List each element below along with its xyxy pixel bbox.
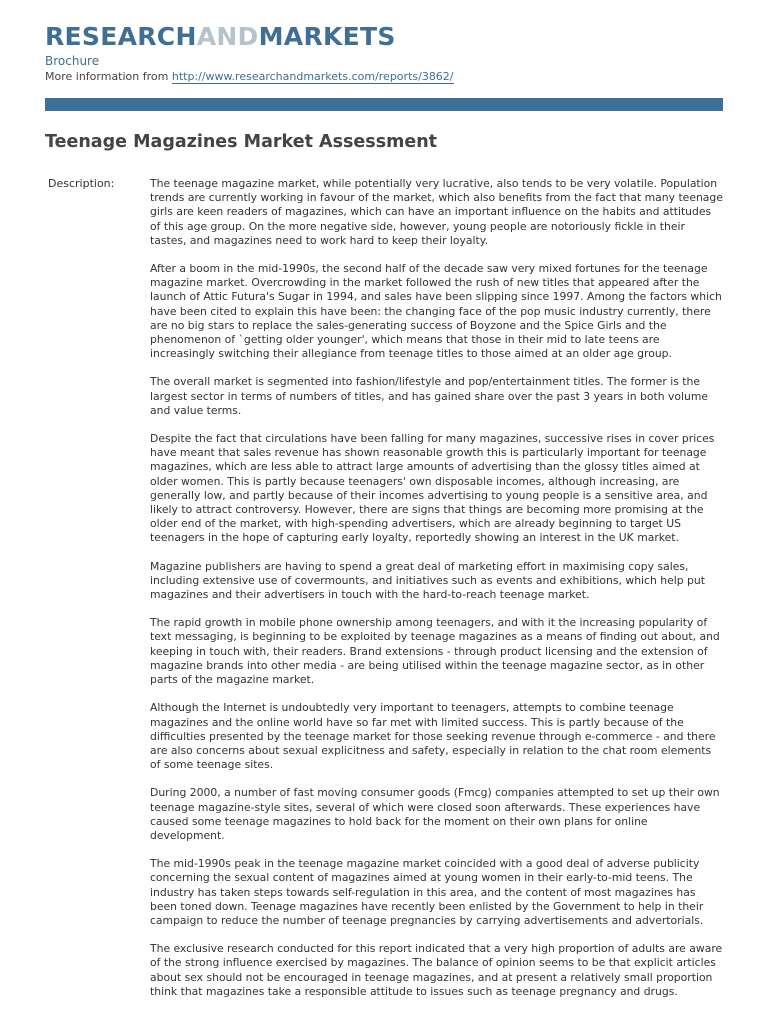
- logo-part-and: AND: [196, 22, 259, 51]
- description-paragraph: The exclusive research conducted for this report indicated that a very high proportion of adults are aware of the strong influence exercised by magazines. The balance of opinion seems to be that explicit articles about sex should not be encouraged in teenage magazines, and at present a relatively small proportion think that magazines take a responsible attitude to issues such as teenage pregnancy and drugs.: [150, 942, 723, 998]
- header-divider-bar: [45, 98, 723, 111]
- description-paragraph: Magazine publishers are having to spend a great deal of marketing effort in maximising copy sales, including extensive use of covermounts, and initiatives such as events and exhibitions, which help put magazines and their advertisers in touch with the hard-to-reach teenage market.: [150, 559, 705, 602]
- more-info-prefix: More information from: [45, 70, 169, 83]
- report-link[interactable]: http://www.researchandmarkets.com/reports/3862/: [171, 70, 454, 83]
- brochure-label: Brochure: [45, 54, 100, 68]
- description-paragraph: During 2000, a number of fast moving consumer goods (Fmcg) companies attempted to set up their own teenage magazine-style sites, several of which were closed soon afterwards. These experiences have caused some teenage magazines to hold back for the moment on their own plans for online development.: [150, 786, 720, 842]
- description-paragraph: The teenage magazine market, while potentially very lucrative, also tends to be very volatile. Population trends are currently working in favour of the market, which also benefits from the fact that many teenage girls are keen readers of magazines, which can have an important influence on the habits and attitudes of this age group. On the more negative side, however, young people are notoriously fickle in their tastes, and magazines need to work hard to keep their loyalty.: [150, 177, 723, 247]
- description-paragraph: After a boom in the mid-1990s, the second half of the decade saw very mixed fortunes for the teenage magazine market. Overcrowding in the market followed the rush of new titles that appeared after the launch of Attic Futura's Sugar in 1994, and sales have been slipping since 1997. Among the factors which have been cited to explain this have been: the changing face of the pop music industry currently, there are no big stars to replace the sales-generating success of Boyzone and the Spice Girls and the phenomenon of `getting older younger', which means that those in their mid to late teens are increasingly switching their allegiance from teenage titles to those aimed at an older age group.: [150, 262, 722, 361]
- logo-part-markets: MARKETS: [258, 22, 396, 51]
- description-label: Description:: [48, 177, 115, 190]
- logo-part-research: RESEARCH: [45, 22, 197, 51]
- site-logo: [45, 22, 396, 52]
- description-paragraph: Although the Internet is undoubtedly very important to teenagers, attempts to combine teenage magazines and the online world have so far met with limited success. This is partly because of the difficulties presented by the teenage market for those seeking revenue through e-commerce - and there are also concerns about sexual explicitness and safety, especially in relation to the chat room elements of some teenage sites.: [150, 701, 716, 772]
- description-paragraph: Despite the fact that circulations have been falling for many magazines, successive rises in cover prices have meant that sales revenue has shown reasonable growth this is particularly important for teenage magazines, which are less able to attract large amounts of advertising than the glossy titles aimed at older women. This is partly because teenagers' own disposable incomes, although increasing, are generally low, and partly because of their incomes advertising to young people is a sensitive area, and likely to attract controversy. However, there are signs that things are becoming more promising at the older end of the market, with high-spending advertisers, which are already beginning to target US teenagers in the hope of capturing early loyalty, reportedly showing an interest in the UK market.: [150, 432, 715, 545]
- description-body: [150, 177, 724, 1013]
- description-paragraph: The mid-1990s peak in the teenage magazine market coincided with a good deal of adverse publicity concerning the sexual content of magazines aimed at young women in their early-to-mid teens. The industry has taken steps towards self-regulation in this area, and the content of most magazines has been toned down. Teenage magazines have recently been enlisted by the Government to help in their campaign to reduce the number of teenage pregnancies by carrying advertisements and advertorials.: [150, 857, 704, 927]
- more-info-line: [45, 70, 454, 84]
- description-paragraph: The rapid growth in mobile phone ownership among teenagers, and with it the increasing popularity of text messaging, is beginning to be exploited by teenage magazines as a means of finding out about, and keeping in touch with, their readers. Brand extensions - through product licensing and the extension of magazine brands into other media - are being utilised within the teenage magazine sector, as in other parts of the magazine market.: [150, 616, 720, 687]
- page-title: Teenage Magazines Market Assessment: [45, 132, 438, 152]
- description-paragraph: The overall market is segmented into fashion/lifestyle and pop/entertainment titles. The former is the largest sector in terms of numbers of titles, and has gained share over the past 3 years in both volume and value terms.: [150, 375, 708, 417]
